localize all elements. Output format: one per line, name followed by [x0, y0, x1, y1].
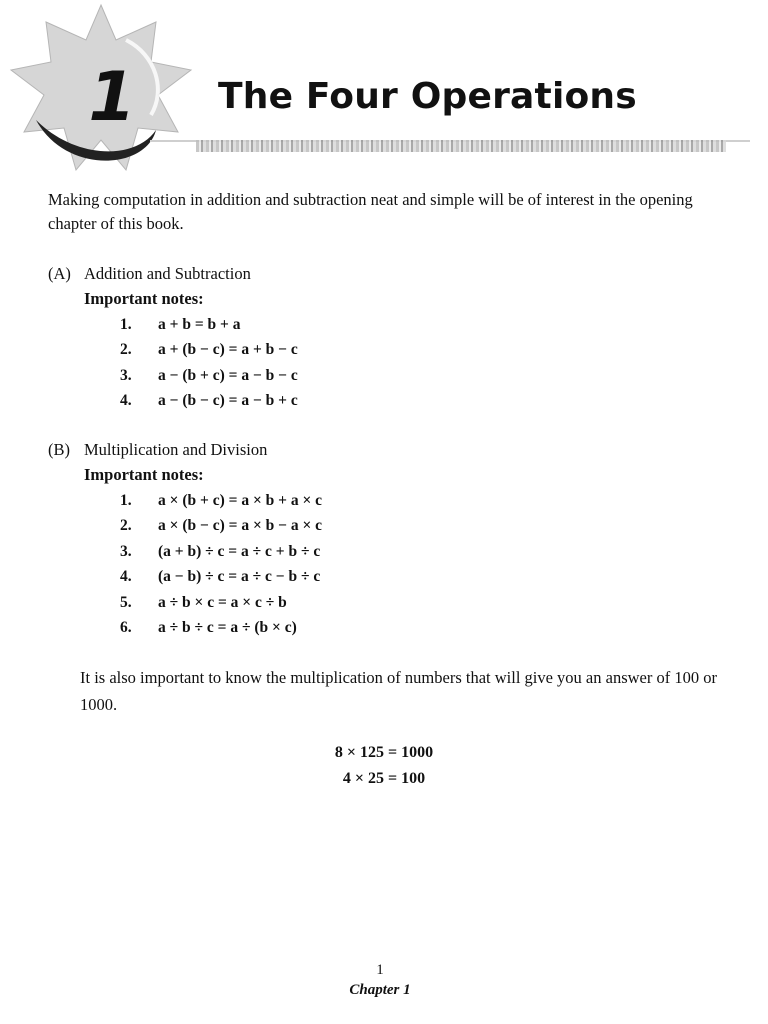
chapter-label: Chapter 1	[349, 982, 411, 998]
example-equation: 4 × 25 = 100	[342, 770, 426, 787]
list-item: 3. a − (b + c) = a − b − c	[120, 366, 298, 384]
chapter-number: 1	[88, 58, 136, 137]
example-equation: 8 × 125 = 1000	[334, 744, 434, 761]
section-a-rule-list	[120, 312, 298, 414]
title-underline-texture	[196, 140, 726, 152]
section-a-notes-label: Important notes:	[84, 289, 204, 308]
chapter-title: The Four Operations	[218, 76, 637, 117]
examples-block	[0, 740, 768, 792]
list-item: 1. a × (b + c) = a × b + a × c	[120, 491, 323, 509]
list-item: 6. a ÷ b ÷ c = a ÷ (b × c)	[120, 619, 297, 637]
list-item: 2. a + (b − c) = a + b − c	[120, 341, 298, 359]
section-a-heading	[48, 264, 251, 284]
page-number: 1	[376, 962, 384, 978]
section-b-rule-list	[120, 488, 322, 641]
list-item: 2. a × (b − c) = a × b − a × c	[120, 517, 323, 535]
list-item: 4. (a − b) ÷ c = a ÷ c − b ÷ c	[120, 568, 321, 586]
page-footer	[320, 960, 440, 1000]
list-item: 1. a + b = b + a	[120, 315, 241, 333]
list-item: 5. a ÷ b × c = a × c ÷ b	[120, 593, 287, 611]
section-b-letter: (B)	[48, 440, 70, 459]
section-b-heading	[48, 440, 267, 460]
section-b-notes-label: Important notes:	[84, 465, 204, 484]
list-item: 4. a − (b − c) = a − b + c	[120, 392, 298, 410]
list-item: 3. (a + b) ÷ c = a ÷ c + b ÷ c	[120, 542, 321, 560]
section-b-title: Multiplication and Division	[84, 440, 268, 459]
multiplication-note-paragraph: It is also important to know the multiplication of numbers that will give you an answer of 100 or 1000.	[80, 668, 717, 714]
intro-paragraph: Making computation in addition and subtraction neat and simple will be of interest in the opening chapter of this book.	[48, 190, 693, 233]
section-a-letter: (A)	[48, 264, 71, 283]
section-a-title: Addition and Subtraction	[84, 264, 251, 283]
